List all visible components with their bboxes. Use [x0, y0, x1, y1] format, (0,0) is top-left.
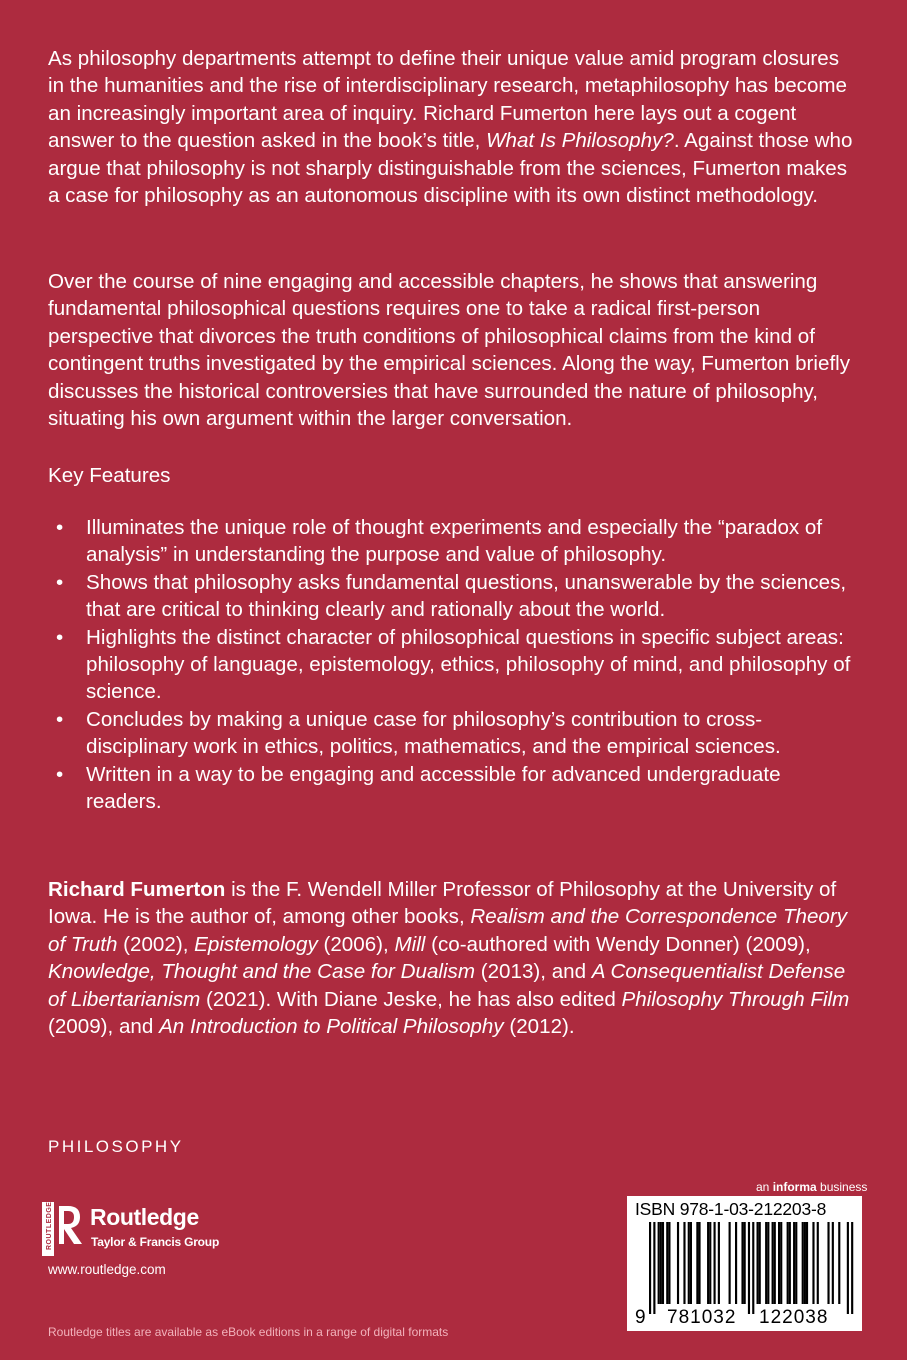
logo-spine-text: ROUTLEDGE [46, 1201, 53, 1250]
barcode-bar [748, 1222, 750, 1314]
barcode-bar [827, 1222, 829, 1304]
barcode-bar [735, 1222, 737, 1304]
barcode-bar [832, 1222, 834, 1304]
barcode-graphic [627, 1196, 862, 1331]
informa-suffix: business [816, 1180, 868, 1194]
barcode-bar [778, 1222, 780, 1304]
barcode-bar [765, 1222, 767, 1304]
feature-item: • Highlights the distinct character of philosophical questions in specific subject areas: philosophy of language, epistemology, ethics, philosophy of mind, and philosophy of science. [48, 624, 858, 706]
barcode-bar [780, 1222, 782, 1304]
barcode-bar [817, 1222, 819, 1304]
author-bio [48, 876, 858, 1040]
publisher-website[interactable]: www.routledge.com [48, 1262, 166, 1277]
isbn-barcode [627, 1196, 862, 1331]
barcode-bar [696, 1222, 698, 1304]
feature-item: • Written in a way to be engaging and accessible for advanced undergraduate readers. [48, 761, 858, 816]
barcode-bar [789, 1222, 791, 1304]
bio-text: is the F. Wendell Miller Professor of Philosophy at the University of Iowa. He is the author of, among other books, [48, 878, 837, 929]
barcode-bar [714, 1222, 716, 1304]
barcode-bar [804, 1222, 806, 1304]
barcode-bar [793, 1222, 795, 1304]
bio-text: (2002), [117, 932, 195, 956]
blurb-p1-text: As philosophy departments attempt to define their unique value amid program closures in the humanities and the rise of interdisciplinary research, metaphilosophy has become an increasingly important area of inquiry. Richard Fumerton here lays out a cogent answer to the question asked in the book’s title, [48, 47, 848, 153]
barcode-bar [649, 1222, 651, 1314]
feature-item: • Concludes by making a unique case for philosophy’s contribution to cross-disciplinary work in ethics, politics, mathematics, and the empirical sciences. [48, 706, 858, 761]
publisher-group: Taylor & Francis Group [91, 1235, 220, 1249]
barcode-bar [683, 1222, 685, 1304]
bio-text: (2009), and [48, 1015, 160, 1039]
barcode-bar [658, 1222, 660, 1304]
informa-brand: informa [772, 1180, 817, 1194]
feature-item: • Shows that philosophy asks fundamental questions, unanswerable by the sciences, that are critical to thinking clearly and rationally about the world. [48, 569, 858, 624]
informa-prefix: an [756, 1180, 773, 1194]
isbn-label: ISBN 978-1-03-212203-8 [635, 1199, 827, 1219]
blurb-paragraph-2 [48, 268, 858, 432]
blurb-paragraph-1 [48, 45, 858, 209]
key-features-list [48, 514, 858, 815]
barcode-digit-first: 9 [635, 1307, 646, 1328]
barcode-bar [653, 1222, 655, 1314]
barcode-digits-left: 781032 [667, 1307, 737, 1328]
barcode-bar [787, 1222, 789, 1304]
bio-text: (2021). With Diane Jeske, he has also edited [200, 987, 622, 1011]
bio-text: (2012). [503, 1015, 575, 1039]
barcode-bar [851, 1222, 853, 1314]
bio-book-title: A Consequentialist Defense of Libertarianism [48, 960, 846, 1011]
barcode-bar [707, 1222, 709, 1304]
barcode-bar [757, 1222, 759, 1304]
bio-book-title: Philosophy Through Film [621, 987, 850, 1011]
barcode-bar [838, 1222, 840, 1304]
barcode-bar [698, 1222, 700, 1304]
bio-text: (2013), and [475, 960, 592, 984]
barcode-bar [795, 1222, 797, 1304]
barcode-bar [741, 1222, 743, 1304]
bio-text: (co-authored with Wendy Donner) (2009), [425, 932, 811, 956]
ebook-note: Routledge titles are available as eBook editions in a range of digital formats [48, 1325, 449, 1339]
barcode-bar [772, 1222, 774, 1304]
barcode-bar [802, 1222, 804, 1304]
blurb-p1-text-end: . Against those who argue that philosophy is not sharply distinguishable from the sciences, Fumerton makes a case for philosophy as an autonomous discipline with its own distinct methodology. [48, 129, 853, 208]
blurb-p2-text: Over the course of nine engaging and accessible chapters, he shows that answering fundamental philosophical questions requires one to take a radical first-person perspective that divorces the truth conditions of philosophical claims from the kind of contingent truths investigated by the empirical sciences. Along the way, Fumerton briefly discusses the historical controversies that have surrounded the nature of philosophy, situating his own argument within the larger conversation. [48, 270, 851, 431]
barcode-bar [729, 1222, 731, 1304]
barcode-digits-right: 122038 [759, 1307, 829, 1328]
barcode-bar [718, 1222, 720, 1304]
subject-category: PHILOSOPHY [48, 1137, 184, 1156]
informa-tagline [756, 1180, 867, 1194]
barcode-bar [677, 1222, 679, 1304]
barcode-bar [662, 1222, 664, 1304]
barcode-bar [666, 1222, 668, 1304]
bio-book-title: Epistemology [194, 932, 318, 956]
author-name: Richard Fumerton [48, 878, 226, 901]
book-title: What Is Philosophy? [486, 129, 674, 153]
bio-book-title: An Introduction to Political Philosophy [159, 1015, 504, 1039]
barcode-bar [688, 1222, 690, 1304]
bio-text: (2006), [317, 932, 395, 956]
feature-item: • Illuminates the unique role of thought experiments and especially the “paradox of analysis” in understanding the purpose and value of philosophy. [48, 514, 858, 569]
key-features-heading: Key Features [48, 464, 171, 487]
barcode-bar [668, 1222, 670, 1304]
publisher-name: Routledge [90, 1204, 199, 1230]
barcode-bar [690, 1222, 692, 1304]
barcode-bar [774, 1222, 776, 1304]
bio-book-title: Knowledge, Thought and the Case for Dualism [48, 960, 475, 984]
bio-book-title: Mill [394, 932, 426, 956]
barcode-bar [744, 1222, 746, 1304]
barcode-bar [806, 1222, 808, 1304]
barcode-bar [847, 1222, 849, 1314]
barcode-bar [767, 1222, 769, 1304]
bio-book-title: Realism and the Correspondence Theory of Truth [48, 905, 848, 956]
barcode-bar [709, 1222, 711, 1304]
routledge-logo-icon [42, 1200, 86, 1260]
barcode-bar [759, 1222, 761, 1304]
barcode-bar [752, 1222, 754, 1314]
barcode-bar [812, 1222, 814, 1304]
publisher-logo [42, 1200, 282, 1260]
barcode-bar [660, 1222, 662, 1304]
